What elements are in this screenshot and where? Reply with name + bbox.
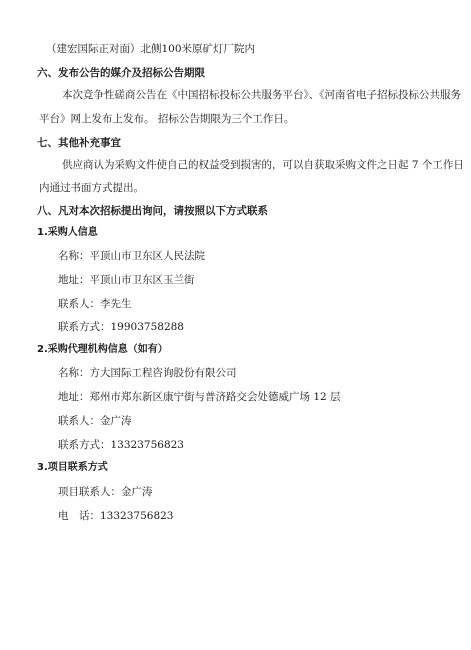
agency-title: 2.采购代理机构信息（如有） xyxy=(37,344,168,355)
section7-body-line1: 供应商认为采购文件使自己的权益受到损害的，可以自获取采购文件之日起 7 个工作日 xyxy=(62,159,464,171)
project-contact-title: 3.项目联系方式 xyxy=(37,462,108,473)
section8-heading: 八、凡对本次招标提出询问，请按照以下方式联系 xyxy=(37,205,268,217)
agency-contact: 联系人：金广涛 xyxy=(58,415,132,427)
project-contact-phone: 电 话：13323756823 xyxy=(58,510,174,522)
section7-heading: 七、其他补充事宜 xyxy=(37,137,121,149)
purchaser-phone: 联系方式：19903758288 xyxy=(58,321,184,333)
section6-heading: 六、发布公告的媒介及招标公告期限 xyxy=(37,67,205,79)
section6-body-line1: 本次竞争性磋商公告在《中国招标投标公共服务平台》、《河南省电子招标投标公共服务 xyxy=(62,89,461,101)
purchaser-address: 地址：平顶山市卫东区玉兰街 xyxy=(58,274,195,286)
purchaser-contact: 联系人：李先生 xyxy=(58,298,132,310)
agency-address: 地址：郑州市郑东新区康宁街与普济路交会处德威广场 12 层 xyxy=(58,391,341,403)
project-contact-person: 项目联系人：金广涛 xyxy=(58,486,153,498)
purchaser-name: 名称：平顶山市卫东区人民法院 xyxy=(58,250,205,262)
purchaser-title: 1.采购人信息 xyxy=(37,227,98,238)
agency-name: 名称：方大国际工程咨询股份有限公司 xyxy=(58,367,237,379)
section7-body-line2: 内通过书面方式提出。 xyxy=(39,182,144,194)
address-continuation: （建宏国际正对面）北侧100米原矿灯厂院内 xyxy=(46,43,256,55)
agency-phone: 联系方式：13323756823 xyxy=(58,439,184,451)
section6-body-line2: 平台》网上发布上发布。 招标公告期限为三个工作日。 xyxy=(39,113,295,125)
